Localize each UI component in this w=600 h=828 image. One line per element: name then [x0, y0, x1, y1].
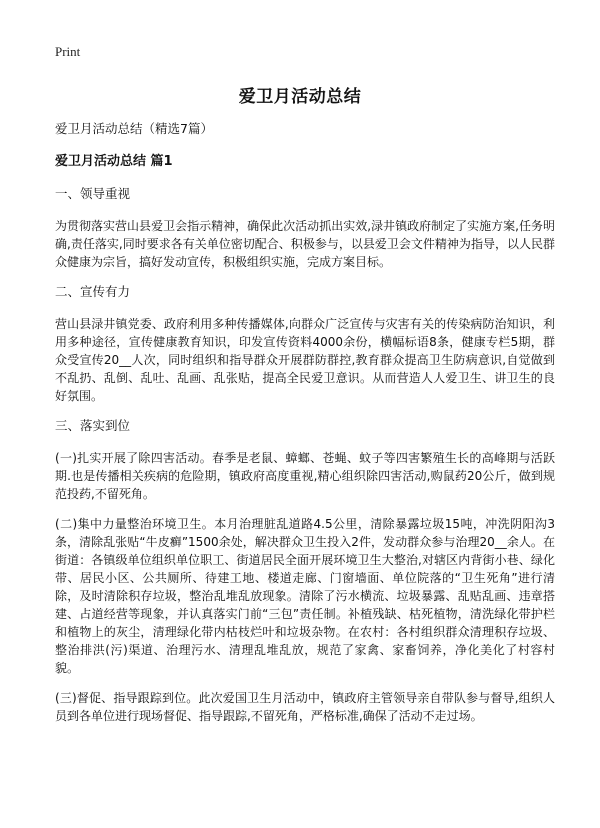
paragraph-pest-control: (一)扎实开展了除四害活动。春季是老鼠、蟑螂、苍蝇、蚊子等四害繁殖生长的高峰期与活跃期.也是传播相关疾病的危险期，镇政府高度重视,精心组织除四害活动,购鼠药20公斤，做到规范投药,不留死角。	[55, 451, 555, 501]
paragraph-environment: (二)集中力量整治环境卫生。本月治理脏乱道路4.5公里，清除暴露垃圾15吨，冲洗阴阳沟3条，清除乱张贴“牛皮癣”1500余处，解决群众卫生投入2件，发动群众参与治理20__余人。在街道：各镇级单位组织单位职工、街道居民全面开展环境卫生大整治,对辖区内背街小巷、绿化带、居民小区、公共厕所、待建工地、楼道走廊、门窗墙面、单位院落的“卫生死角”进行清除，及时清除积存垃圾，整治乱堆乱放现象。清除了污水横流、垃圾暴露、乱贴乱画、违章搭建、占道经营等现象，并认真落实门前“三包”责任制。补植残缺、枯死植物，清洗绿化带护栏和植物上的灰尘，清理绿化带内枯枝烂叶和垃圾杂物。在农村：各村组织群众清理积存垃圾、整治排洪(污)渠道、治理污水、清理乱堆乱放，规范了家禽、家畜饲养，净化美化了村容村貌。	[55, 517, 555, 675]
paragraph-publicity: 营山县渌井镇党委、政府利用多种传播媒体,向群众广泛宣传与灾害有关的传染病防治知识，利用多种途径，宣传健康教育知识，印发宣传资料4000余份，横幅标语8条，健康专栏5期，群众受宣传20__人次，同时组织和指导群众开展群防群控,教育群众提高卫生防病意识,自觉做到不乱扔、乱倒、乱吐、乱画、乱张贴，提高全民爱卫意识。从而营造人人爱卫生、讲卫生的良好氛围。	[55, 317, 555, 403]
page-title: 爱卫月活动总结	[238, 87, 362, 107]
section-heading: 爱卫月活动总结 篇1	[55, 154, 173, 169]
heading-publicity: 二、宣传有力	[55, 284, 131, 299]
document-body	[55, 120, 555, 737]
document-subtitle: 爱卫月活动总结（精选7篇）	[55, 121, 213, 136]
heading-implementation: 三、落实到位	[55, 418, 131, 433]
paragraph-leadership: 为贯彻落实营山县爱卫会指示精神，确保此次活动抓出实效,渌井镇政府制定了实施方案,任务明确,责任落实,同时要求各有关单位密切配合、积极参与，以县爱卫会文件精神为指导，以人民群众健康为宗旨，搞好发动宣传，积极组织实施，完成方案目标。	[55, 219, 555, 269]
heading-leadership: 一、领导重视	[55, 186, 131, 201]
paragraph-supervision: (三)督促、指导跟踪到位。此次爱国卫生月活动中，镇政府主管领导亲自带队参与督导,组织人员到各单位进行现场督促、指导跟踪,不留死角，严格标准,确保了活动不走过场。	[55, 691, 555, 723]
print-link[interactable]: Print	[55, 44, 81, 59]
